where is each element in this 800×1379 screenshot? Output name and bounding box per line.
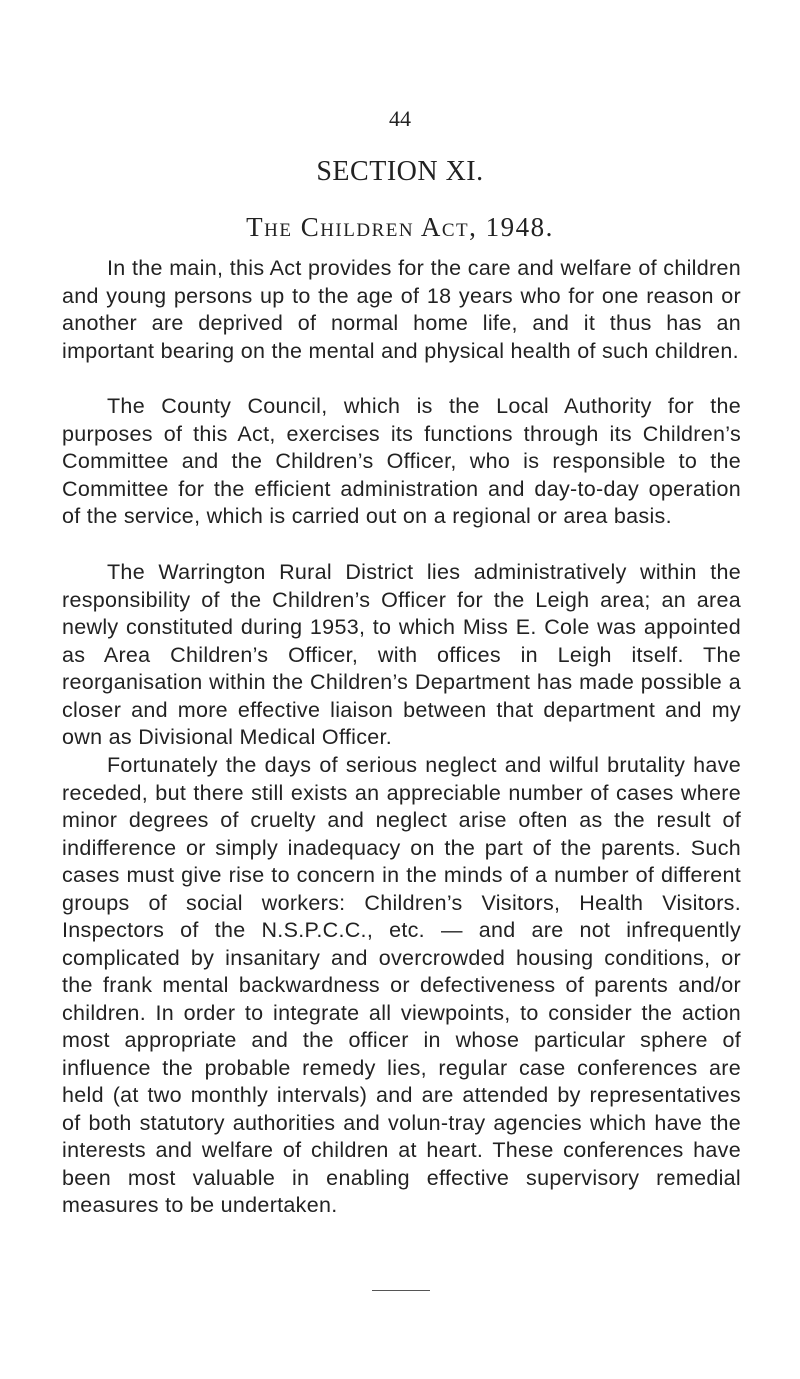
section-heading: SECTION XI. — [316, 156, 484, 187]
act-title: The Children Act, 1948. — [246, 212, 554, 242]
body-paragraph-3 — [62, 559, 741, 752]
body-paragraph-4 — [62, 752, 741, 1220]
paragraph-text: In the main, this Act provides for the care and welfare of children and young persons up to the age of 18 years who for one reason or another are deprived of normal home life, and it thus has an important bearing on the mental and physical health of such children. — [62, 256, 741, 363]
page-number: 44 — [389, 106, 411, 131]
paragraph-text: The County Council, which is the Local Authority for the purposes of this Act, exercises its functions through its Children’s Committee and the Children’s Officer, who is responsible to the Committee for the efficient administration and day-to-day operation of the service, which is carried out on a regional or area basis. — [62, 394, 741, 528]
paragraph-text: The Warrington Rural District lies administratively within the responsibility of the Children’s Officer for the Leigh area; an area newly constituted during 1953, to which Miss E. Cole was appointed as Area Children’s Officer, with offices in Leigh itself. The reorganisation within the Children’s Department has made possible a closer and more effective liaison between that department and my own as Divisional Medical Officer. — [62, 560, 741, 749]
body-paragraph-2 — [62, 393, 741, 531]
body-paragraph-1 — [62, 255, 741, 365]
paragraph-text: Fortunately the days of serious neglect and wilful brutality have receded, but there still exists an appreciable number of cases where minor degrees of cruelty and neglect arise often as the result of indifference or simply inadequacy on the part of the parents. Such cases must give rise to concern in the minds of a number of different groups of social workers: Children’s Visitors, Health Visitors. Inspectors of the N.S.P.C.C., etc. — and are not infrequently complicated by insanitary and overcrowded housing conditions, or the frank mental backwardness or defectiveness of parents and/or children. In order to integrate all viewpoints, to consider the action most appropriate and the officer in whose particular sphere of influence the probable remedy lies, regular case conferences are held (at two monthly intervals) and are attended by representatives of both statutory authorities and volun-tray agencies which have the interests and welfare of children at heart. These conferences have been most valuable in enabling effective supervisory remedial measures to be undertaken. — [62, 753, 741, 1217]
end-divider — [372, 1290, 430, 1291]
